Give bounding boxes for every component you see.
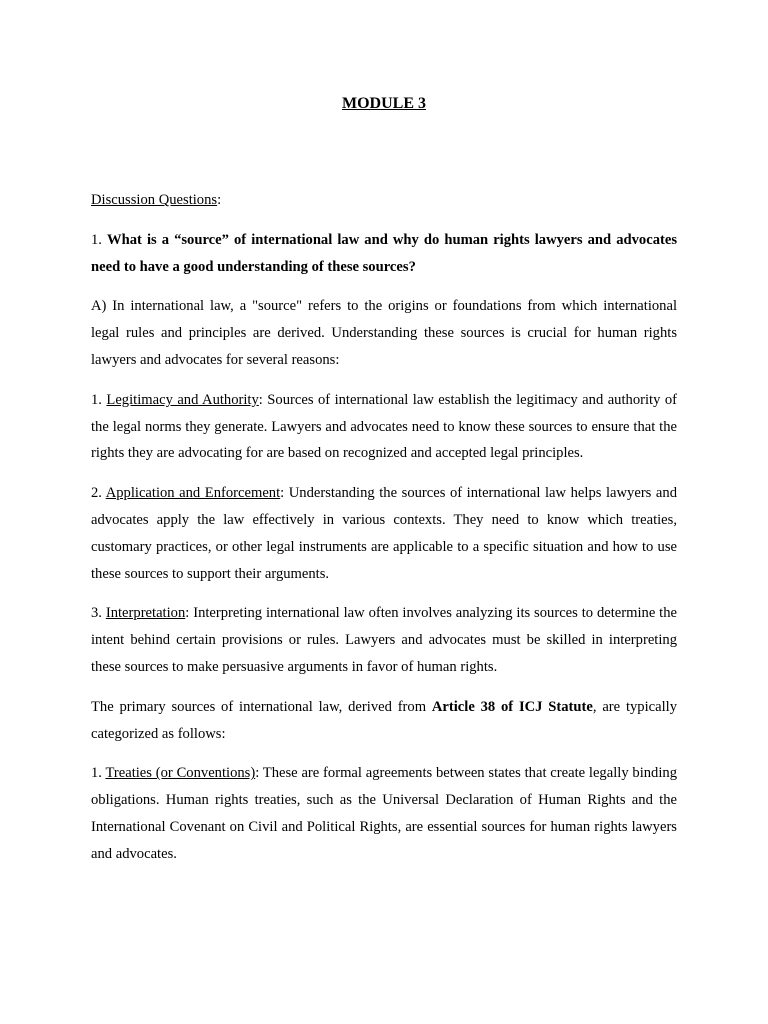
module-title: MODULE 3 bbox=[342, 95, 426, 112]
discussion-questions-label: Discussion Questions bbox=[91, 192, 218, 208]
source-treaties bbox=[91, 760, 677, 867]
primary-sources-statute: Article 38 of ICJ Statute bbox=[431, 698, 593, 715]
reason-text: : Interpreting international law often involves analyzing its sources to determine the intent behind certain provisions or rules. Lawyers and advocates must be skilled in interpreting these sources to make persuasive arguments in favor of human rights. bbox=[91, 605, 678, 675]
primary-sources-after: , are typically categorized as follows: bbox=[91, 698, 678, 742]
discussion-questions-heading bbox=[91, 187, 677, 214]
reason-text: : Understanding the sources of international law helps lawyers and advocates apply the law effectively in various contexts. They need to know which treaties, customary practices, or other legal instruments are applicable to a specific situation and how to use these sources to support their arguments. bbox=[91, 485, 677, 582]
primary-sources-intro bbox=[91, 694, 677, 748]
reason-interpretation bbox=[91, 600, 677, 680]
source-heading: Treaties (or Conventions) bbox=[105, 765, 256, 782]
reason-number: 2. bbox=[91, 485, 106, 502]
reason-text: : Sources of international law establish the legitimacy and authority of the legal norms they generate. Lawyers and advocates need to know these sources to ensure that the rights they are advocating for are based on recognized and accepted legal principles. bbox=[91, 391, 677, 462]
reason-application bbox=[91, 480, 677, 587]
question-1-text: What is a “source” of international law and why do human rights lawyers and advocates need to have a good understanding of these sources? bbox=[91, 231, 678, 275]
reason-heading: Application and Enforcement bbox=[105, 485, 281, 502]
discussion-questions-colon: : bbox=[217, 192, 222, 208]
answer-intro: A) In international law, a "source" refers to the origins or foundations from which international legal rules and principles are derived. Understanding these sources is crucial for human rights lawyers and advocates for several reasons: bbox=[91, 298, 677, 368]
reason-heading: Legitimacy and Authority bbox=[106, 391, 259, 408]
reason-number: 1. bbox=[91, 391, 107, 408]
question-1-number: 1. bbox=[91, 231, 108, 248]
reason-legitimacy bbox=[91, 387, 677, 467]
document-body bbox=[91, 92, 677, 881]
source-text: : These are formal agreements between states that create legally binding obligations. Human rights treaties, such as the Universal Declaration of Human Rights and the International Covenant on Civil and Political Rights, are essential sources for human rights lawyers and advocates. bbox=[91, 765, 678, 862]
source-number: 1. bbox=[91, 765, 106, 782]
primary-sources-before: The primary sources of international law, derived from bbox=[91, 698, 432, 715]
question-1 bbox=[91, 227, 677, 281]
reason-heading: Interpretation bbox=[105, 605, 186, 622]
reason-number: 3. bbox=[91, 605, 106, 622]
